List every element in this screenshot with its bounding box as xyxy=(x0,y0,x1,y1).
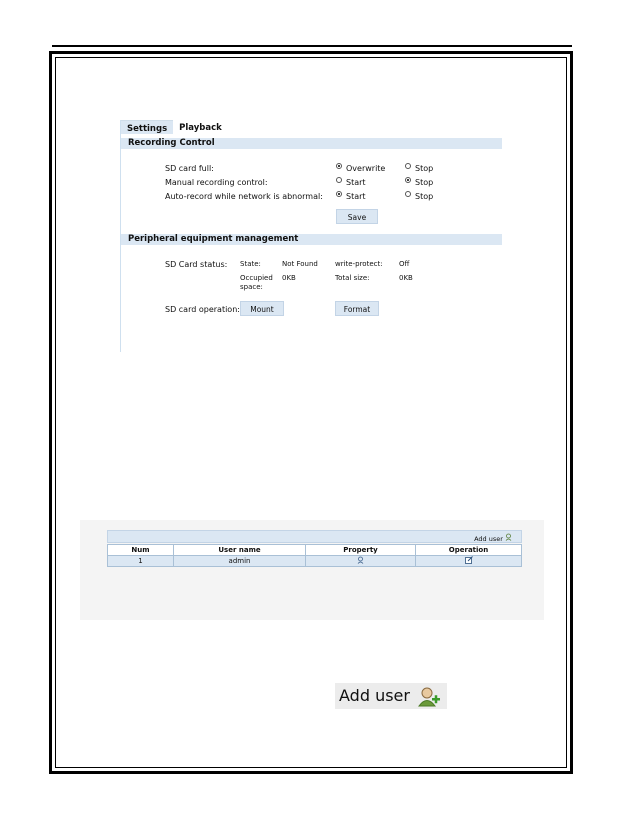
auto-rec-stop-label: Stop xyxy=(415,192,434,201)
row-num: 1 xyxy=(108,556,174,567)
sd-full-stop-label: Stop xyxy=(415,164,434,173)
format-button[interactable]: Format xyxy=(335,301,379,316)
recording-settings-panel xyxy=(120,120,502,352)
col-user-name: User name xyxy=(174,545,306,556)
auto-rec-label: Auto-record while network is abnormal: xyxy=(165,192,323,201)
save-button[interactable]: Save xyxy=(336,209,378,224)
total-size-value: 0KB xyxy=(399,274,413,282)
write-protect-value: Off xyxy=(399,260,410,268)
auto-rec-start-radio[interactable] xyxy=(336,191,342,197)
tab-playback[interactable]: Playback xyxy=(179,123,222,133)
peripheral-header: Peripheral equipment management xyxy=(121,234,502,245)
user-table-toolbar xyxy=(107,530,522,543)
add-user-icon-large xyxy=(417,686,441,708)
col-property: Property xyxy=(306,545,416,556)
sd-full-overwrite-radio[interactable] xyxy=(336,163,342,169)
sd-full-label: SD card full: xyxy=(165,164,214,173)
write-protect-label: write-protect: xyxy=(335,260,383,268)
operation-cell xyxy=(416,556,522,567)
tab-settings[interactable]: Settings xyxy=(121,120,173,134)
sd-full-stop-radio[interactable] xyxy=(405,163,411,169)
add-user-link-label: Add user xyxy=(474,535,503,543)
manual-rec-start-label: Start xyxy=(346,178,366,187)
add-user-button-enlarged[interactable] xyxy=(335,683,447,709)
page-top-rule xyxy=(52,45,572,47)
sd-operation-label: SD card operation: xyxy=(165,305,240,314)
occupied-value: 0KB xyxy=(282,274,296,282)
occupied-label: Occupied xyxy=(240,274,273,282)
sd-status-label: SD Card status: xyxy=(165,260,228,269)
sd-full-overwrite-label: Overwrite xyxy=(346,164,386,173)
edit-icon[interactable] xyxy=(465,556,473,564)
add-user-enlarged-label: Add user xyxy=(339,686,410,705)
table-row xyxy=(108,556,522,567)
auto-rec-stop-radio[interactable] xyxy=(405,191,411,197)
state-label: State: xyxy=(240,260,261,268)
auto-rec-start-label: Start xyxy=(346,192,366,201)
property-cell xyxy=(306,556,416,567)
recording-control-header: Recording Control xyxy=(121,138,502,149)
col-operation: Operation xyxy=(416,545,522,556)
add-user-icon xyxy=(505,533,513,541)
user-table xyxy=(107,544,522,567)
manual-rec-stop-radio[interactable] xyxy=(405,177,411,183)
row-user-name: admin xyxy=(174,556,306,567)
mount-button[interactable]: Mount xyxy=(240,301,284,316)
state-value: Not Found xyxy=(282,260,318,268)
tab-bar xyxy=(121,120,228,133)
col-num: Num xyxy=(108,545,174,556)
user-property-icon[interactable] xyxy=(357,556,365,564)
occupied-label-line2: space: xyxy=(240,283,263,291)
manual-rec-label: Manual recording control: xyxy=(165,178,268,187)
manual-rec-stop-label: Stop xyxy=(415,178,434,187)
total-size-label: Total size: xyxy=(335,274,370,282)
manual-rec-start-radio[interactable] xyxy=(336,177,342,183)
add-user-link[interactable] xyxy=(474,533,513,543)
